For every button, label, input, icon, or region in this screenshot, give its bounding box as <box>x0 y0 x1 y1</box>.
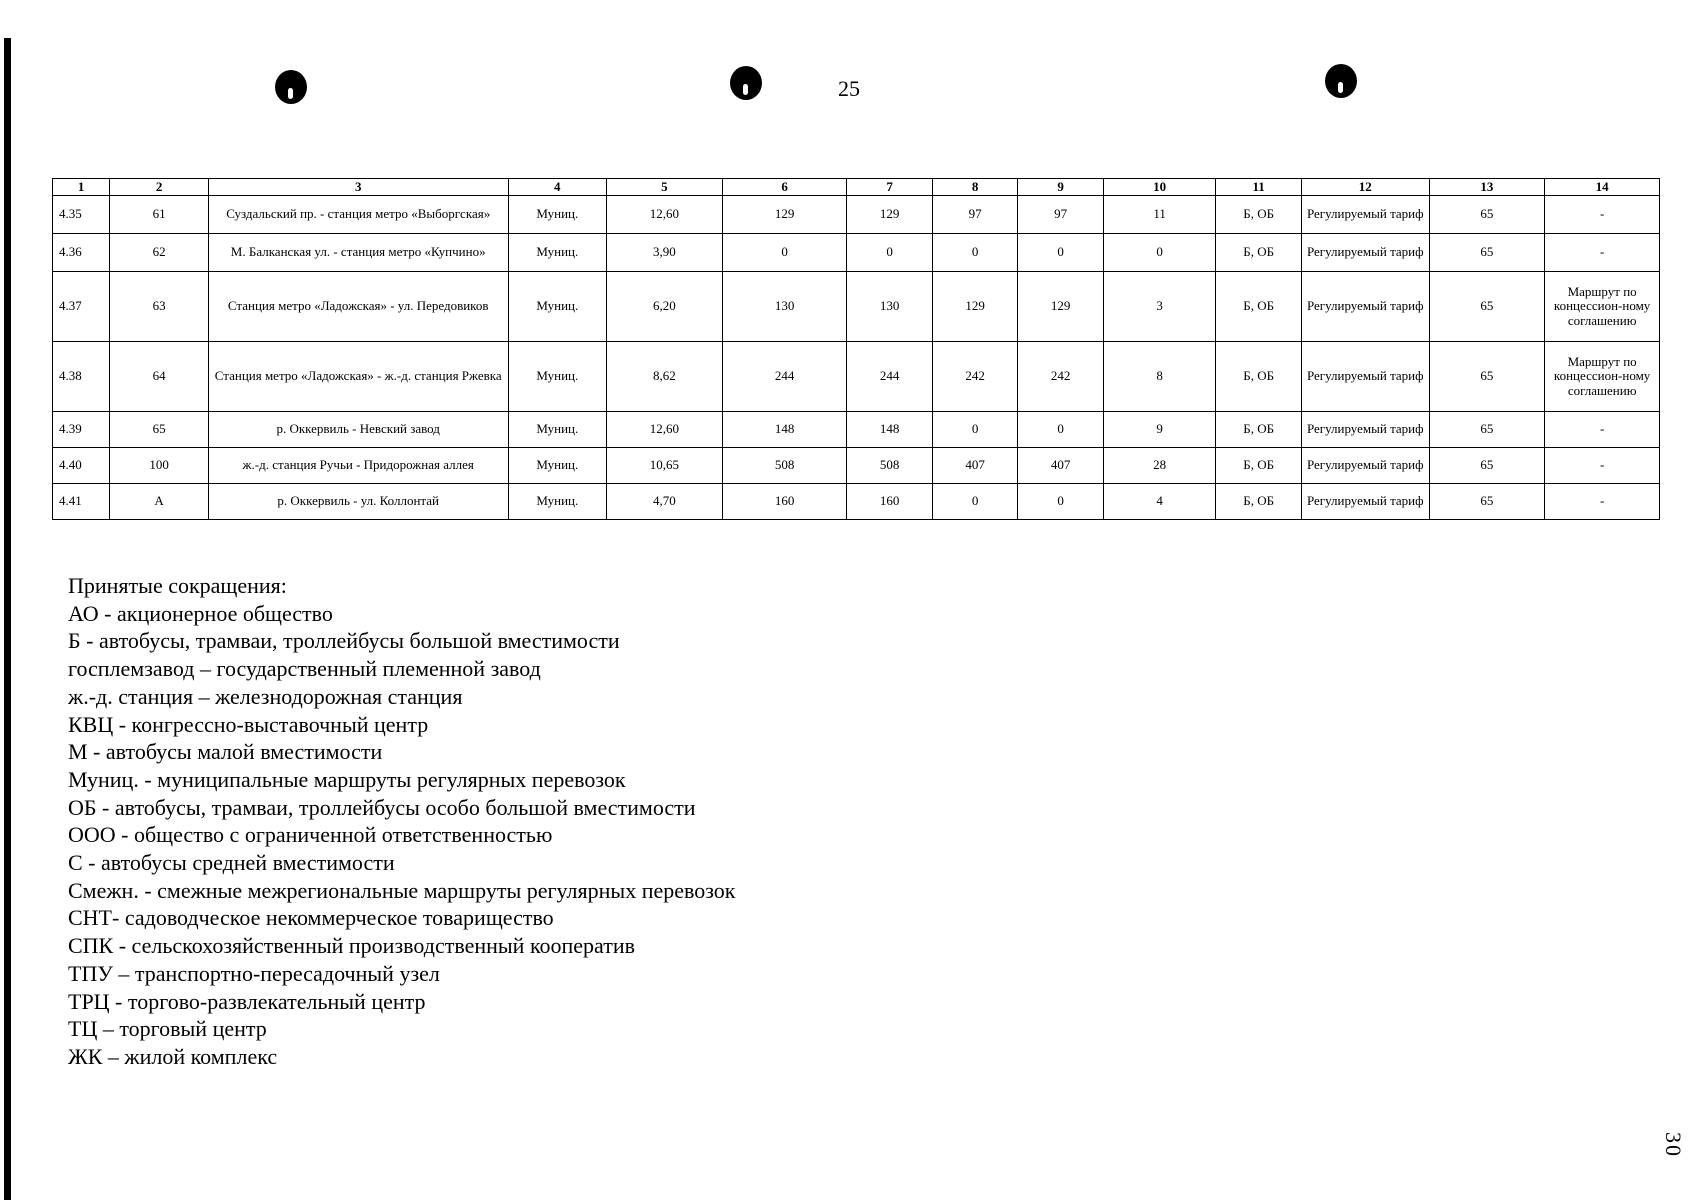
table-cell: 65 <box>1429 342 1545 412</box>
table-cell: Регулируемый тариф <box>1301 448 1429 484</box>
table-cell: 160 <box>847 484 932 520</box>
table-row <box>53 272 1660 342</box>
table-header <box>53 179 1660 196</box>
table-cell: Станция метро «Ладожская» - ж.-д. станция Ржевка <box>208 342 508 412</box>
table-cell: 64 <box>110 342 209 412</box>
table-cell: 4.40 <box>53 448 110 484</box>
table-cell: Б, ОБ <box>1216 484 1301 520</box>
table-cell: 63 <box>110 272 209 342</box>
legend-item: Смежн. - смежные межрегиональные маршруты регулярных перевозок <box>68 877 736 903</box>
legend-items <box>68 600 736 1071</box>
table-cell: 4.36 <box>53 234 110 272</box>
table-cell: 407 <box>1018 448 1103 484</box>
table-cell: 8 <box>1103 342 1216 412</box>
table-cell: Регулируемый тариф <box>1301 272 1429 342</box>
table-cell: 130 <box>847 272 932 342</box>
table-cell: Муниц. <box>508 234 607 272</box>
column-header: 7 <box>847 179 932 196</box>
punch-hole-center <box>730 66 762 100</box>
legend-item: ООО - общество с ограниченной ответственностью <box>68 822 553 848</box>
table-cell: 0 <box>932 234 1017 272</box>
legend-item: Б - автобусы, трамваи, троллейбусы большой вместимости <box>68 628 620 654</box>
column-header: 2 <box>110 179 209 196</box>
column-header: 12 <box>1301 179 1429 196</box>
column-header: 11 <box>1216 179 1301 196</box>
table-cell: Муниц. <box>508 272 607 342</box>
table-cell: 11 <box>1103 196 1216 234</box>
table-cell: Муниц. <box>508 484 607 520</box>
table-cell: 61 <box>110 196 209 234</box>
table-cell: Муниц. <box>508 342 607 412</box>
table-cell: 244 <box>847 342 932 412</box>
table-cell: 6,20 <box>607 272 723 342</box>
punch-hole-left <box>275 70 307 104</box>
column-header: 14 <box>1545 179 1660 196</box>
table-cell: 4 <box>1103 484 1216 520</box>
table-cell: Суздальский пр. - станция метро «Выборгская» <box>208 196 508 234</box>
table-cell: 0 <box>722 234 847 272</box>
table-cell: - <box>1545 196 1660 234</box>
table-cell: 65 <box>1429 484 1545 520</box>
legend-item: ТПУ – транспортно-пересадочный узел <box>68 960 440 986</box>
table-cell: 0 <box>1103 234 1216 272</box>
legend-item: Муниц. - муниципальные маршруты регулярных перевозок <box>68 766 626 792</box>
table-cell: 242 <box>1018 342 1103 412</box>
table-cell: Станция метро «Ладожская» - ул. Передовиков <box>208 272 508 342</box>
table-cell: 160 <box>722 484 847 520</box>
table-row <box>53 412 1660 448</box>
table-cell: 244 <box>722 342 847 412</box>
legend-title: Принятые сокращения: <box>68 573 287 598</box>
column-header: 5 <box>607 179 723 196</box>
table-row <box>53 196 1660 234</box>
table-cell: Маршрут по концессион-ному соглашению <box>1545 272 1660 342</box>
table-cell: 62 <box>110 234 209 272</box>
table-cell: 65 <box>1429 272 1545 342</box>
table-cell: 508 <box>847 448 932 484</box>
column-header: 9 <box>1018 179 1103 196</box>
table-cell: 4.41 <box>53 484 110 520</box>
table-cell: Б, ОБ <box>1216 448 1301 484</box>
legend-item: госплемзавод – государственный племенной завод <box>68 656 541 682</box>
abbreviations-legend <box>68 572 736 1071</box>
table-cell: р. Оккервиль - Невский завод <box>208 412 508 448</box>
table-cell: 12,60 <box>607 196 723 234</box>
table-cell: Регулируемый тариф <box>1301 484 1429 520</box>
table-cell: 407 <box>932 448 1017 484</box>
page-number: 25 <box>838 76 860 101</box>
table-cell: 97 <box>932 196 1017 234</box>
routes-table <box>52 178 1660 520</box>
table-cell: Регулируемый тариф <box>1301 196 1429 234</box>
table-cell: 4,70 <box>607 484 723 520</box>
scan-edge-bar <box>4 38 11 1200</box>
table-cell: 148 <box>847 412 932 448</box>
table-cell: - <box>1545 412 1660 448</box>
column-header: 4 <box>508 179 607 196</box>
table-cell: Маршрут по концессион-ному соглашению <box>1545 342 1660 412</box>
column-header: 6 <box>722 179 847 196</box>
header-row <box>53 179 1660 196</box>
table-cell: Б, ОБ <box>1216 272 1301 342</box>
table-cell: 4.37 <box>53 272 110 342</box>
table-cell: 130 <box>722 272 847 342</box>
table-cell: 10,65 <box>607 448 723 484</box>
table-cell: 4.39 <box>53 412 110 448</box>
table-cell: 0 <box>1018 484 1103 520</box>
table-cell: Регулируемый тариф <box>1301 342 1429 412</box>
column-header: 1 <box>53 179 110 196</box>
table-cell: 129 <box>722 196 847 234</box>
table-row <box>53 448 1660 484</box>
table-cell: р. Оккервиль - ул. Коллонтай <box>208 484 508 520</box>
table-cell: А <box>110 484 209 520</box>
table-cell: 65 <box>1429 234 1545 272</box>
table-cell: 9 <box>1103 412 1216 448</box>
table-cell: 0 <box>1018 412 1103 448</box>
table-cell: 8,62 <box>607 342 723 412</box>
table-cell: 129 <box>932 272 1017 342</box>
punch-hole-right <box>1325 64 1357 98</box>
legend-item: СНТ- садоводческое некоммерческое товарищество <box>68 905 554 931</box>
table-cell: Регулируемый тариф <box>1301 412 1429 448</box>
table-cell: 65 <box>110 412 209 448</box>
legend-item: АО - акционерное общество <box>68 600 333 626</box>
table-cell: 0 <box>1018 234 1103 272</box>
column-header: 10 <box>1103 179 1216 196</box>
table-cell: 3 <box>1103 272 1216 342</box>
table-cell: 4.38 <box>53 342 110 412</box>
legend-item: КВЦ - конгрессно-выставочный центр <box>68 711 429 737</box>
table-cell: 148 <box>722 412 847 448</box>
table-cell: 97 <box>1018 196 1103 234</box>
table-cell: 508 <box>722 448 847 484</box>
table-cell: Б, ОБ <box>1216 234 1301 272</box>
legend-item: С - автобусы средней вместимости <box>68 850 395 876</box>
table-row <box>53 484 1660 520</box>
table-cell: 65 <box>1429 412 1545 448</box>
legend-item: ЖК – жилой комплекс <box>68 1043 278 1069</box>
legend-item: ОБ - автобусы, трамваи, троллейбусы особо большой вместимости <box>68 794 696 820</box>
table-cell: Муниц. <box>508 412 607 448</box>
table-cell: - <box>1545 448 1660 484</box>
table-cell: 129 <box>1018 272 1103 342</box>
legend-item: ТЦ – торговый центр <box>68 1016 267 1042</box>
column-header: 8 <box>932 179 1017 196</box>
table-body <box>53 196 1660 520</box>
column-header: 3 <box>208 179 508 196</box>
table-cell: 12,60 <box>607 412 723 448</box>
table-cell: Регулируемый тариф <box>1301 234 1429 272</box>
table-cell: 3,90 <box>607 234 723 272</box>
table-row <box>53 234 1660 272</box>
table-cell: Муниц. <box>508 196 607 234</box>
table-cell: - <box>1545 234 1660 272</box>
table-cell: - <box>1545 484 1660 520</box>
legend-item: М - автобусы малой вместимости <box>68 739 383 765</box>
table-cell: 242 <box>932 342 1017 412</box>
table-cell: ж.-д. станция Ручьи - Придорожная аллея <box>208 448 508 484</box>
table-cell: 65 <box>1429 448 1545 484</box>
table-cell: Б, ОБ <box>1216 342 1301 412</box>
table-row <box>53 342 1660 412</box>
table-cell: 0 <box>847 234 932 272</box>
table-cell: Б, ОБ <box>1216 196 1301 234</box>
table-cell: 65 <box>1429 196 1545 234</box>
legend-item: СПК - сельскохозяйственный производственный кооператив <box>68 933 636 959</box>
table-cell: 0 <box>932 412 1017 448</box>
table-cell: 28 <box>1103 448 1216 484</box>
table-cell: 129 <box>847 196 932 234</box>
archive-corner-mark: 30 <box>1661 1132 1686 1158</box>
table-cell: Муниц. <box>508 448 607 484</box>
table-cell: 4.35 <box>53 196 110 234</box>
legend-item: ТРЦ - торгово-развлекательный центр <box>68 988 426 1014</box>
column-header: 13 <box>1429 179 1545 196</box>
table-cell: Б, ОБ <box>1216 412 1301 448</box>
legend-item: ж.-д. станция – железнодорожная станция <box>68 683 463 709</box>
table-cell: 100 <box>110 448 209 484</box>
table-cell: 0 <box>932 484 1017 520</box>
table-cell: М. Балканская ул. - станция метро «Купчино» <box>208 234 508 272</box>
